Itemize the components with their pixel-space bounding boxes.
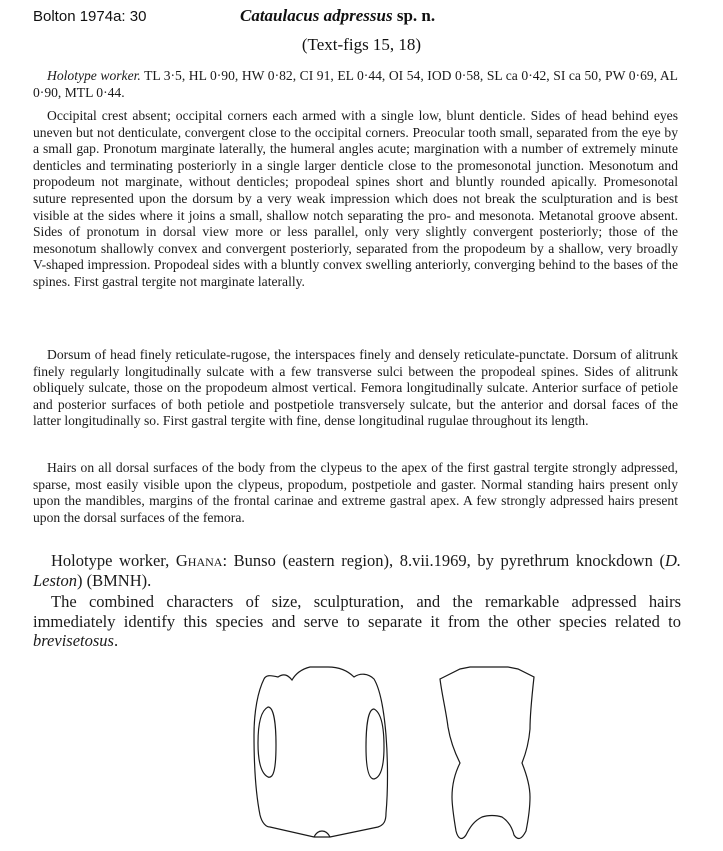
head-outline (254, 667, 388, 837)
clypeal-notch (314, 831, 330, 837)
right-eye (366, 709, 384, 779)
holotype-collector: D. Leston (33, 551, 681, 590)
measurements-values: TL 3·5, HL 0·90, HW 0·82, CI 91, EL 0·44, OI 54, IOD 0·58, SL ca 0·42, SI ca 50, PW 0·69, AL 0·90, MTL 0·44. (33, 68, 678, 100)
species-title (240, 6, 600, 26)
diagnosis-species: brevisetosus (33, 631, 114, 650)
alitrunk-outline-figure (440, 667, 534, 838)
sculpture-paragraph (33, 347, 678, 430)
morphology-paragraph (33, 108, 678, 291)
holotype-locality: : Bunso (eastern region), 8.vii.1969, by pyrethrum knockdown ( (222, 551, 665, 570)
holotype-paragraph (33, 551, 681, 590)
morphology-text: Occipital crest absent; occipital corners each armed with a single low, blunt denticle. Sides of head behind eyes uneven but not denticulate, convergent close to the occipital corners. Preocular tooth small, separated from the eye by a small gap. Pronotum marginate laterally, the humeral angles acute; margination with a number of extremely minute denticles and terminating posteriorly in a single larger denticle close to the promesonotal junction. Mesonotum and propodeum not marginate, without denticles; propodeal spines short and bluntly rounded apically. Promesonotal suture represented upon the dorsum by a very weak impression which does not break the sculpturation and is best visible at the sides where it joins a small, shallow notch separating the pro- and mesonota. Metanotal groove absent. Sides of pronotum in dorsal view more or less parallel, only very slightly convergent posteriorly; those of the mesonotum shallowly convex and convergent posteriorly, separated from the propodeum by a shallow, very broadly V-shaped impression. Propodeal sides with a bluntly convex swelling anteriorly, converging behind to the bases of the spines. First gastral tergite not marginate laterally. (33, 108, 678, 289)
holotype-country: Ghana (175, 551, 223, 570)
alitrunk-outline (440, 667, 534, 838)
diagnosis-text: The combined characters of size, sculpturation, and the remarkable adpressed hairs immediately identify this species and serve to separate it from the other species related to (33, 592, 681, 631)
diagnosis-paragraph (33, 592, 681, 651)
measurements-block (33, 68, 678, 101)
pilosity-text: Hairs on all dorsal surfaces of the body from the clypeus to the apex of the first gastral tergite strongly adpressed, sparse, most easily visible upon the clypeus, propodum, postpetiole and gaster. Normal standing hairs present only upon the mandibles, margins of the frontal carinae and extreme gastral apex. A few strongly adpressed hairs present upon the dorsal surfaces of the femora. (33, 460, 678, 525)
figure-reference: (Text-figs 15, 18) (301, 35, 422, 54)
species-name: Cataulacus adpressus (240, 6, 393, 25)
holotype-prefix: Holotype worker, (51, 551, 176, 570)
head-outline-figure (254, 667, 388, 837)
species-suffix: sp. n. (392, 6, 436, 25)
diagnosis-end: . (113, 631, 119, 650)
left-eye (258, 707, 276, 777)
pilosity-paragraph (33, 460, 678, 526)
text-figures (240, 655, 560, 845)
citation: Bolton 1974a: 30 (33, 8, 147, 25)
measurements-lead: Holotype worker. (47, 68, 141, 83)
sculpture-text: Dorsum of head finely reticulate-rugose, the interspaces finely and densely reticulate-punctate. Dorsum of alitrunk finely regularly longitudinally sulcate with a few transverse sulci between the propodeal spines. Sides of alitrunk obliquely sulcate, those on the propodeum almost vertical. Femora longitudinally sulcate. Anterior surface of petiole and posterior surfaces of both petiole and postpetiole transversely sulcate, but the anterior and dorsal faces of the latter longitudinally so. First gastral tergite with fine, dense longitudinal rugulae throughout its length. (33, 347, 678, 429)
holotype-suffix: ) (BMNH). (77, 570, 152, 590)
